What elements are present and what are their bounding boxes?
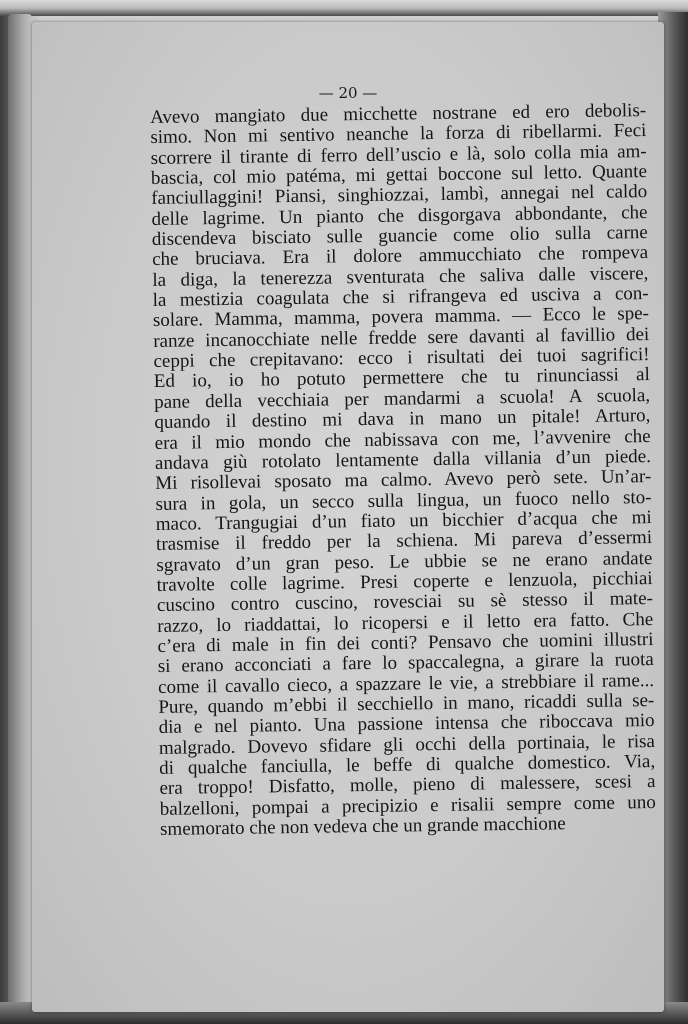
text-line: bascia, col mio patéma, mi gettai boccone sul letto. Quante bbox=[150, 161, 648, 190]
text-line: Mi risollevai sposato ma calmo. Avevo però sete. Un’ar- bbox=[155, 466, 652, 495]
text-line: delle lagrime. Un pianto che disgorgava abbondante, che bbox=[151, 201, 648, 230]
text-line: era il mio mondo che nabissava con me, l’avvenire che bbox=[154, 425, 651, 454]
text-line: cuscino contro cuscino, rovesciai su sè stesso il mate- bbox=[156, 588, 654, 617]
text-line: quando il destino mi dava in mano un pitale! Arturo, bbox=[154, 405, 651, 434]
text-line: malgrado. Dovevo sfidare gli occhi della portinaia, le risa bbox=[158, 730, 656, 759]
text-line: come il cavallo cieco, a spazzare le vie, a strebbiare il rame... bbox=[157, 669, 655, 698]
text-line: sgravato d’un gran peso. Le ubbie se ne erano andate bbox=[156, 547, 653, 576]
text-line: pane della vecchiaia per mandarmi a scuola! A scuola, bbox=[153, 384, 651, 413]
text-line: solare. Mamma, mamma, povera mamma. — Ecco le spe- bbox=[152, 303, 650, 332]
top-binding-edge bbox=[0, 0, 688, 16]
text-line: Avevo mangiato due micchette nostrane ed ero debolis- bbox=[149, 100, 647, 128]
text-line: Ed io, io ho potuto permettere che tu rinunciassi al bbox=[153, 364, 650, 393]
text-line: discendeva bisciato sulle guancie come olio sulla carne bbox=[151, 222, 648, 251]
text-line: simo. Non mi sentivo neanche la forza di ribellarmi. Feci bbox=[150, 120, 647, 149]
text-line: Pure, quando m’ebbi il secchiello in mano, ricaddi sulla se- bbox=[158, 689, 655, 718]
page-number: — 20 — bbox=[318, 84, 378, 102]
text-line: dia e nel pianto. Una passione intensa che riboccava mio bbox=[158, 710, 655, 739]
text-line: che bruciava. Era il dolore ammucchiato che rompeva bbox=[151, 242, 649, 271]
text-line: di qualche fanciulla, le beffe di qualche domestico. Via, bbox=[159, 751, 656, 779]
text-line: ranze incanocchiate nelle fredde sere davanti al favillio dei bbox=[153, 323, 650, 352]
text-line: fanciullaggini! Piansi, singhiozzai, lambì, annegai nel caldo bbox=[151, 181, 648, 210]
text-line: travolte colle lagrime. Presi coperte e lenzuola, picchiai bbox=[156, 567, 653, 596]
text-line: balzelloni, pompai a precipizio e risalii sempre come uno bbox=[159, 791, 656, 820]
text-line: ceppi che crepitavano: ecco i risultati dei tuoi sagrifici! bbox=[153, 344, 650, 373]
text-line: sura in gola, un secco sulla lingua, un fuoco nello sto- bbox=[155, 486, 652, 515]
paper-page bbox=[32, 22, 664, 1012]
text-line: era troppo! Disfatto, molle, pieno di malessere, scesi a bbox=[159, 771, 656, 800]
text-line: andava giù rotolato lentamente dalla villania d’un piede. bbox=[154, 445, 652, 474]
text-line: la mestizia coagulata che si rifrangeva ed usciva a con- bbox=[152, 283, 649, 312]
text-line: la diga, la tenerezza sventurata che saliva dalle viscere, bbox=[152, 262, 649, 291]
text-line: maco. Trangugiai d’un fiato un bicchier d’acqua che mi bbox=[155, 506, 652, 535]
cover-edge bbox=[8, 14, 32, 1004]
text-line: smemorato che non vedeva che un grande macchione bbox=[159, 813, 566, 840]
body-text bbox=[150, 101, 656, 840]
text-line: trasmise il freddo per la schiena. Mi pareva d’essermi bbox=[155, 527, 653, 556]
text-line: scorrere il tirante di ferro dell’uscio e là, solo colla mia am- bbox=[150, 140, 647, 169]
text-line: c’era di male in fin dei conti? Pensavo che uomini illustri bbox=[157, 628, 654, 657]
text-line: si erano acconciati a fare lo spaccalegna, a girare la ruota bbox=[157, 649, 654, 678]
text-line: razzo, lo riaddattai, lo ricopersi e il letto era fatto. Che bbox=[157, 608, 654, 637]
